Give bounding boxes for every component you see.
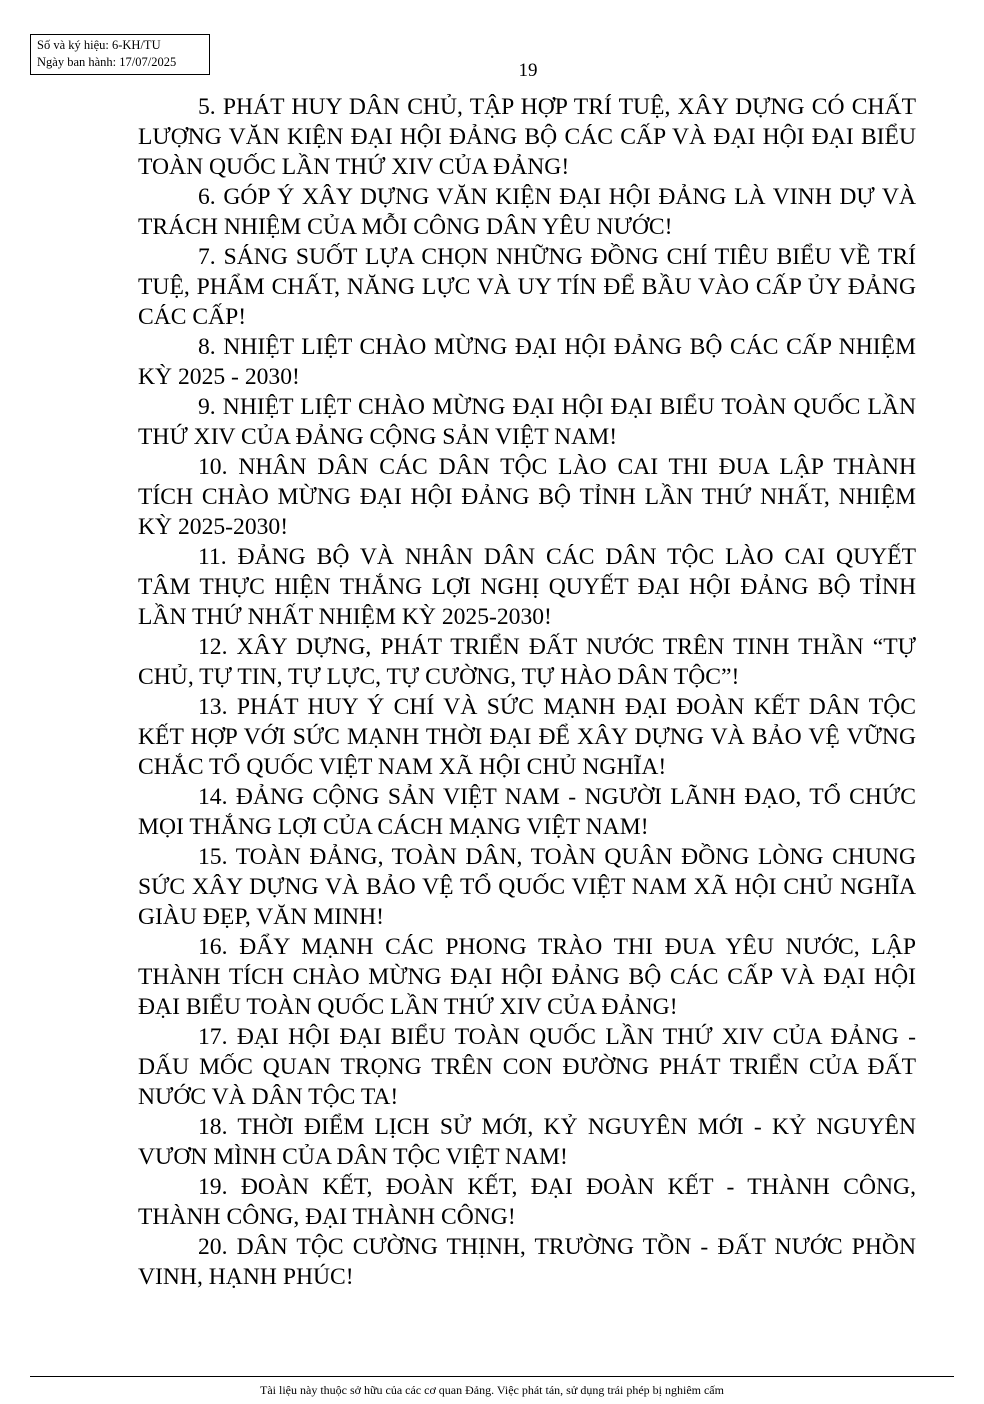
slogan-item: 9. NHIỆT LIỆT CHÀO MỪNG ĐẠI HỘI ĐẠI BIỂU TOÀN QUỐC LẦN THỨ XIV CỦA ĐẢNG CỘNG SẢN VIỆT NAM!	[138, 394, 916, 450]
slogan-item: 7. SÁNG SUỐT LỰA CHỌN NHỮNG ĐỒNG CHÍ TIÊU BIỂU VỀ TRÍ TUỆ, PHẨM CHẤT, NĂNG LỰC VÀ UY TÍN ĐỂ BẦU VÀO CẤP ỦY ĐẢNG CÁC CẤP!	[138, 244, 916, 330]
slogan-item: 8. NHIỆT LIỆT CHÀO MỪNG ĐẠI HỘI ĐẢNG BỘ CÁC CẤP NHIỆM KỲ 2025 - 2030!	[138, 334, 916, 390]
slogan-item: 10. NHÂN DÂN CÁC DÂN TỘC LÀO CAI THI ĐUA LẬP THÀNH TÍCH CHÀO MỪNG ĐẠI HỘI ĐẢNG BỘ TỈNH LẦN THỨ NHẤT, NHIỆM KỲ 2025-2030!	[138, 454, 916, 540]
slogan-item: 5. PHÁT HUY DÂN CHỦ, TẬP HỢP TRÍ TUỆ, XÂY DỰNG CÓ CHẤT LƯỢNG VĂN KIỆN ĐẠI HỘI ĐẢNG BỘ CÁC CẤP VÀ ĐẠI HỘI ĐẠI BIỂU TOÀN QUỐC LẦN THỨ XIV CỦA ĐẢNG!	[138, 94, 916, 180]
issue-date: Ngày ban hành: 17/07/2025	[37, 55, 177, 69]
slogan-item: 20. DÂN TỘC CƯỜNG THỊNH, TRƯỜNG TỒN - ĐẤT NƯỚC PHỒN VINH, HẠNH PHÚC!	[138, 1234, 916, 1290]
slogan-item: 6. GÓP Ý XÂY DỰNG VĂN KIỆN ĐẠI HỘI ĐẢNG LÀ VINH DỰ VÀ TRÁCH NHIỆM CỦA MỖI CÔNG DÂN YÊU NƯỚC!	[138, 184, 916, 240]
slogan-item: 15. TOÀN ĐẢNG, TOÀN DÂN, TOÀN QUÂN ĐỒNG LÒNG CHUNG SỨC XÂY DỰNG VÀ BẢO VỆ TỔ QUỐC VIỆT NAM XÃ HỘI CHỦ NGHĨA GIÀU ĐẸP, VĂN MINH!	[138, 844, 916, 930]
document-number: Số và ký hiệu: 6-KH/TU	[37, 38, 161, 52]
slogan-item: 14. ĐẢNG CỘNG SẢN VIỆT NAM - NGƯỜI LÃNH ĐẠO, TỔ CHỨC MỌI THẮNG LỢI CỦA CÁCH MẠNG VIỆT NAM!	[138, 784, 916, 840]
page-number: 19	[518, 60, 538, 81]
slogan-item: 19. ĐOÀN KẾT, ĐOÀN KẾT, ĐẠI ĐOÀN KẾT - THÀNH CÔNG, THÀNH CÔNG, ĐẠI THÀNH CÔNG!	[138, 1174, 916, 1230]
footer-divider	[30, 1376, 954, 1377]
slogan-item: 16. ĐẨY MẠNH CÁC PHONG TRÀO THI ĐUA YÊU NƯỚC, LẬP THÀNH TÍCH CHÀO MỪNG ĐẠI HỘI ĐẢNG BỘ CÁC CẤP VÀ ĐẠI HỘI ĐẠI BIỂU TOÀN QUỐC LẦN THỨ XIV CỦA ĐẢNG!	[138, 934, 916, 1020]
slogan-item: 13. PHÁT HUY Ý CHÍ VÀ SỨC MẠNH ĐẠI ĐOÀN KẾT DÂN TỘC KẾT HỢP VỚI SỨC MẠNH THỜI ĐẠI ĐỂ XÂY DỰNG VÀ BẢO VỆ VỮNG CHẮC TỔ QUỐC VIỆT NAM XÃ HỘI CHỦ NGHĨA!	[138, 694, 916, 780]
slogan-item: 11. ĐẢNG BỘ VÀ NHÂN DÂN CÁC DÂN TỘC LÀO CAI QUYẾT TÂM THỰC HIỆN THẮNG LỢI NGHỊ QUYẾT ĐẠI HỘI ĐẢNG BỘ TỈNH LẦN THỨ NHẤT NHIỆM KỲ 2025-2030!	[138, 544, 916, 630]
footer-notice: Tài liệu này thuộc sở hữu của các cơ quan Đảng. Việc phát tán, sử dụng trái phép bị nghiêm cấm	[260, 1383, 724, 1397]
slogan-item: 12. XÂY DỰNG, PHÁT TRIỂN ĐẤT NƯỚC TRÊN TINH THẦN “TỰ CHỦ, TỰ TIN, TỰ LỰC, TỰ CƯỜNG, TỰ HÀO DÂN TỘC”!	[138, 634, 916, 690]
slogan-item: 17. ĐẠI HỘI ĐẠI BIỂU TOÀN QUỐC LẦN THỨ XIV CỦA ĐẢNG - DẤU MỐC QUAN TRỌNG TRÊN CON ĐƯỜNG PHÁT TRIỂN CỦA ĐẤT NƯỚC VÀ DÂN TỘC TA!	[138, 1024, 916, 1110]
slogan-list	[138, 92, 916, 1292]
slogan-item: 18. THỜI ĐIỂM LỊCH SỬ MỚI, KỶ NGUYÊN MỚI - KỶ NGUYÊN VƯƠN MÌNH CỦA DÂN TỘC VIỆT NAM!	[138, 1114, 916, 1170]
